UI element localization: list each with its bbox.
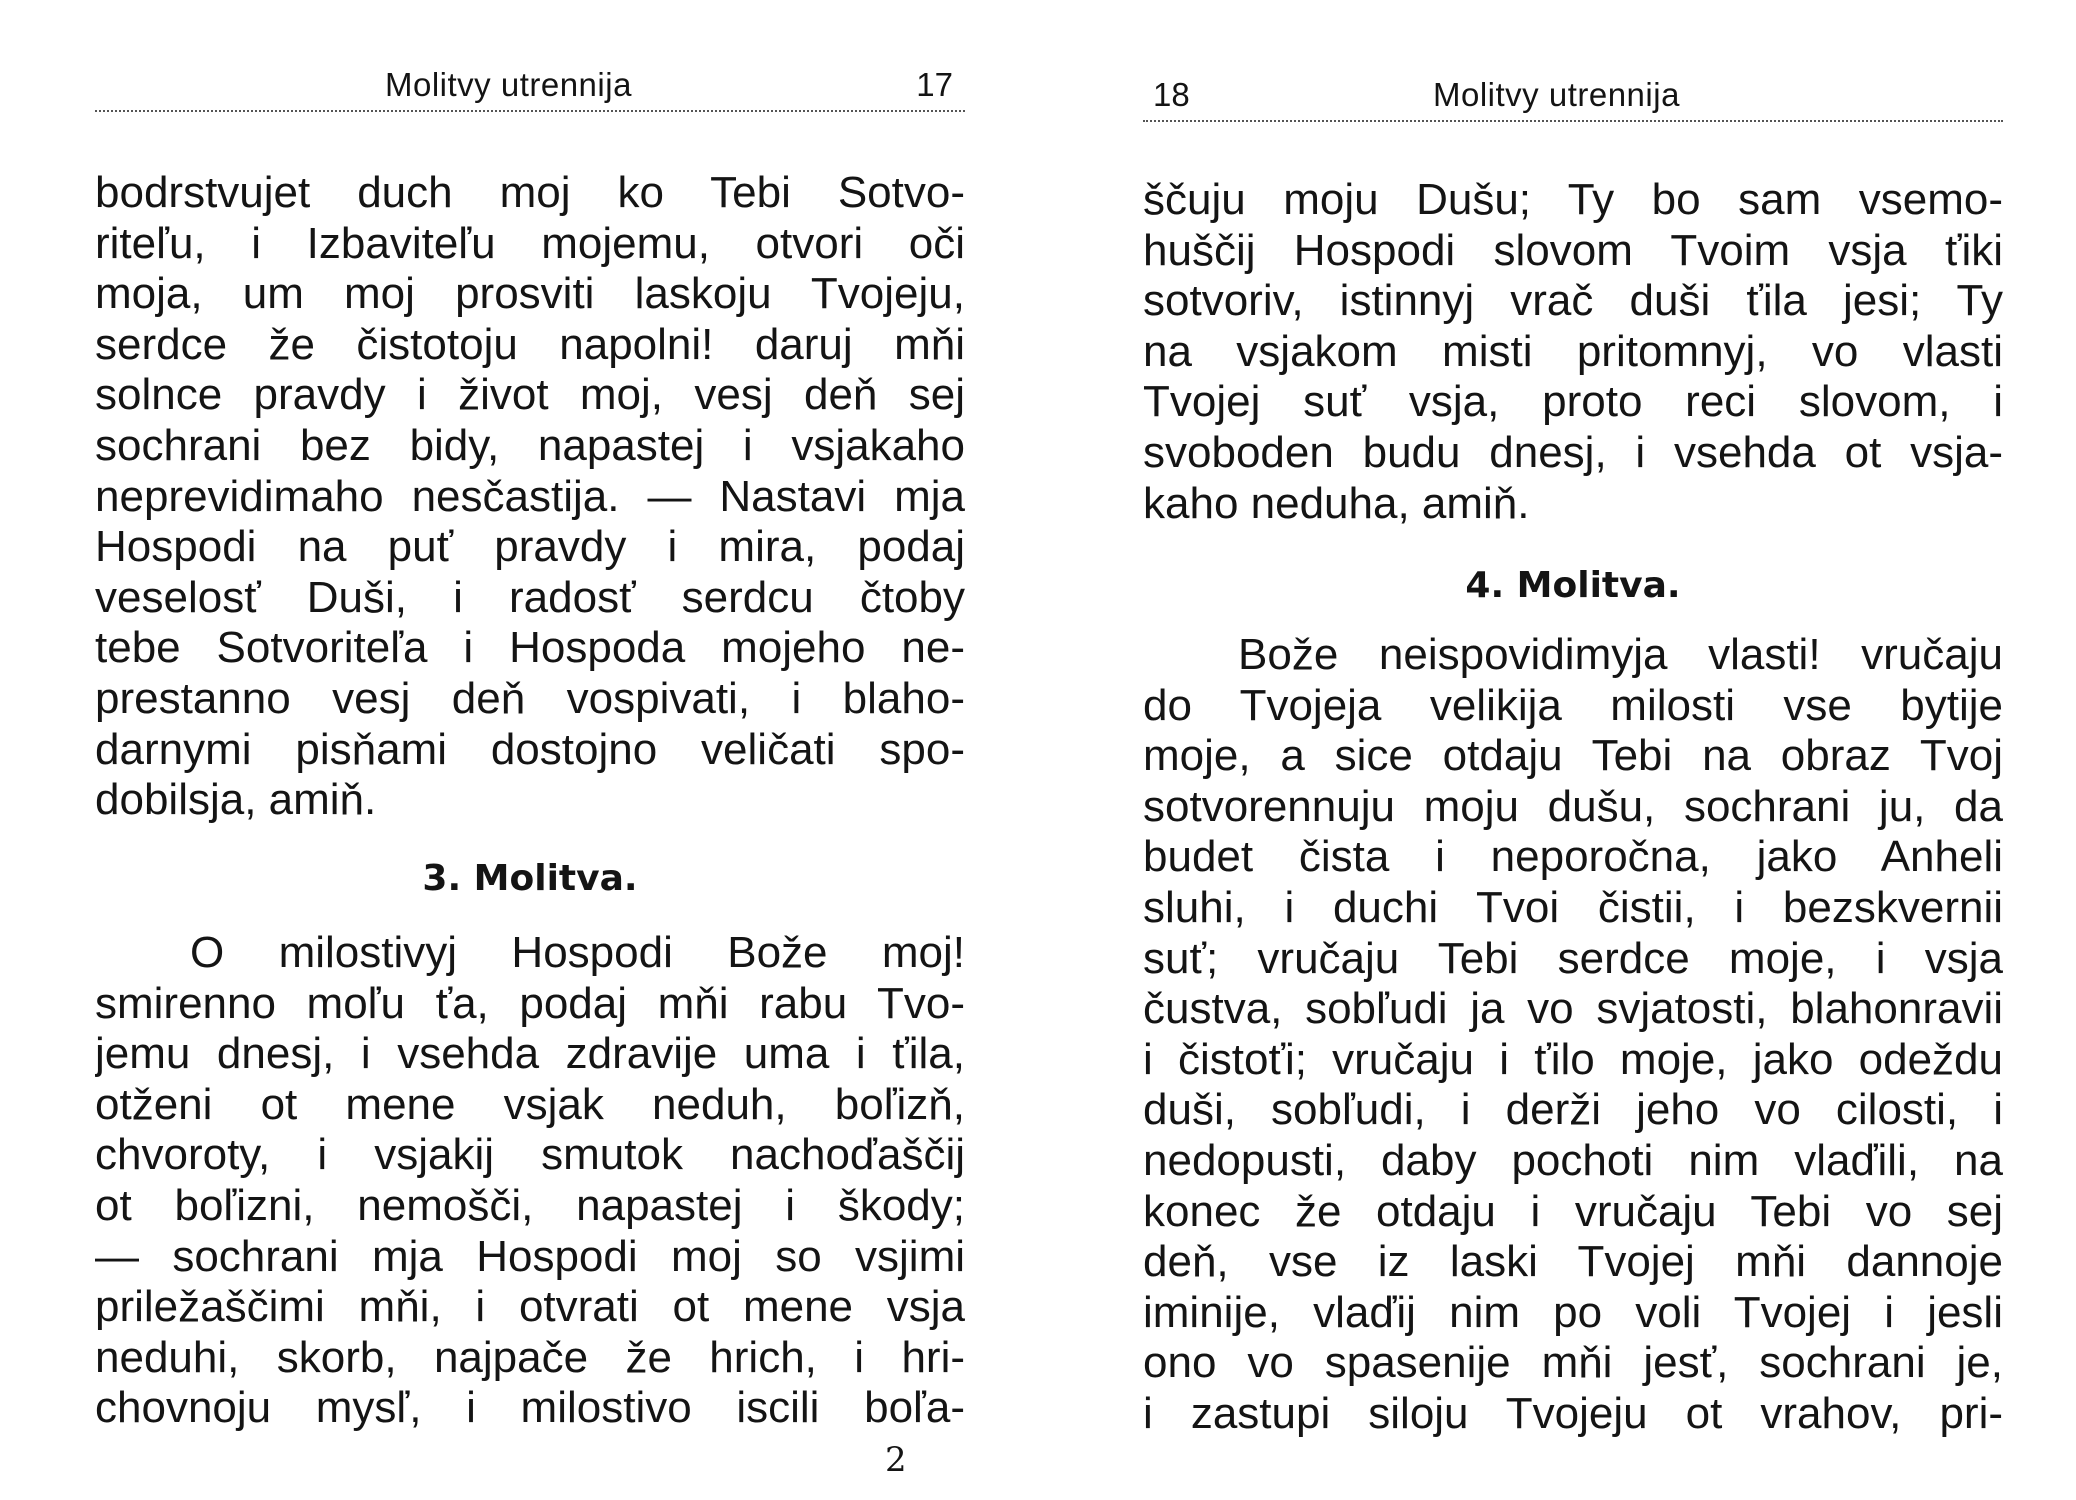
text-line: svoboden budu dnesj, i vsehda ot vsja-: [1143, 427, 2003, 477]
text-line: deň, vse iz laski Tvojej mňi dannoje: [1143, 1237, 2003, 1287]
text-line: nedopusti, daby pochoti nim vlaďili, na: [1143, 1135, 2003, 1185]
left-page: [95, 0, 965, 1500]
left-continued-text: [95, 168, 965, 826]
text-line: tebe Sotvoriteľa i Hospoda mojeho ne-: [95, 623, 965, 673]
text-line: moje, a sice otdaju Tebi na obraz Tvoj: [1143, 731, 2003, 781]
text-line: solnce pravdy i život moj, vesj deň sej: [95, 370, 965, 420]
right-section-text: [1143, 630, 2003, 1440]
right-page-number: 18: [1153, 76, 1190, 113]
left-section-text: [95, 928, 965, 1434]
text-line: otženi ot mene vsjak neduh, boľizň,: [95, 1079, 965, 1129]
text-line: smirenno moľu ťa, podaj mňi rabu Tvo-: [95, 978, 965, 1028]
text-line: — sochrani mja Hospodi moj so vsjimi: [95, 1231, 965, 1281]
left-running-head: [95, 62, 965, 112]
text-line: suť; vručaju Tebi serdce moje, i vsja: [1143, 933, 2003, 983]
text-line: Bože neispovidimyja vlasti! vručaju: [1238, 630, 2003, 679]
text-line: budet čista i neporočna, jako Anheli: [1143, 832, 2003, 882]
text-line: chovnoju mysľ, i milostivo iscili boľa-: [95, 1383, 965, 1433]
section-heading-3: 3. Molitva.: [422, 858, 638, 899]
text-line: neprevidimaho nesčastija. — Nastavi mja: [95, 471, 965, 521]
text-line: prestanno vesj deň vospivati, i blaho-: [95, 673, 965, 723]
text-line: jemu dnesj, i vsehda zdravije uma i ťila,: [95, 1029, 965, 1079]
text-line: sotvorennuju moju dušu, sochrani ju, da: [1143, 781, 2003, 831]
signature-mark: 2: [885, 1440, 907, 1480]
text-line: huščij Hospodi slovom Tvoim vsja ťiki: [1143, 225, 2003, 275]
text-line: sotvoriv, istinnyj vrač duši ťila jesi; Ty: [1143, 276, 2003, 326]
text-line: dobilsja, amiň.: [95, 775, 377, 825]
text-line: neduhi, skorb, najpače že hrich, i hri-: [95, 1332, 965, 1382]
text-line: bodrstvujet duch moj ko Tebi Sotvo-: [95, 168, 965, 217]
text-line: na vsjakom misti pritomnyj, vo vlasti: [1143, 326, 2003, 376]
text-line: O milostivyj Hospodi Bože moj!: [190, 928, 965, 977]
left-running-title: Molitvy utrennija: [385, 66, 632, 103]
text-line: sochrani bez bidy, napastej i vsjakaho: [95, 420, 965, 470]
text-line: Hospodi na puť pravdy i mira, podaj: [95, 522, 965, 572]
right-running-title: Molitvy utrennija: [1433, 76, 1680, 113]
text-line: i čistoťi; vručaju i ťilo moje, jako odeždu: [1143, 1034, 2003, 1084]
left-page-number: 17: [916, 66, 953, 103]
text-line: serdce že čistotoju napolni! daruj mňi: [95, 319, 965, 369]
right-running-head: [1143, 72, 2003, 122]
text-line: sluhi, i duchi Tvoi čistii, i bezskvernii: [1143, 882, 2003, 932]
text-line: ono vo spasenije mňi jesť, sochrani je,: [1143, 1338, 2003, 1388]
text-line: darnymi pisňami dostojno veličati spo-: [95, 724, 965, 774]
text-line: moja, um moj prosviti laskoju Tvojeju,: [95, 269, 965, 319]
right-page: [1143, 0, 2003, 1500]
text-line: priležaščimi mňi, i otvrati ot mene vsja: [95, 1282, 965, 1332]
right-continued-text: [1143, 175, 2003, 529]
text-line: riteľu, i Izbaviteľu mojemu, otvori oči: [95, 218, 965, 268]
text-line: chvoroty, i vsjakij smutok nachoďaščij: [95, 1130, 965, 1180]
text-line: duši, sobľudi, i derži jeho vo cilosti, i: [1143, 1085, 2003, 1135]
text-line: ščuju moju Dušu; Ty bo sam vsemo-: [1143, 175, 2003, 224]
text-line: Tvojej suť vsja, proto reci slovom, i: [1143, 377, 2003, 427]
text-line: čustva, sobľudi ja vo svjatosti, blahonravii: [1143, 984, 2003, 1034]
text-line: i zastupi siloju Tvojeju ot vrahov, pri-: [1143, 1388, 2003, 1438]
text-line: veselosť Duši, i radosť serdcu čtoby: [95, 572, 965, 622]
text-line: iminije, vlaďij nim po voli Tvojej i jesli: [1143, 1287, 2003, 1337]
text-line: konec že otdaju i vručaju Tebi vo sej: [1143, 1186, 2003, 1236]
text-line: ot boľizni, nemošči, napastej i škody;: [95, 1180, 965, 1230]
text-line: kaho neduha, amiň.: [1143, 478, 1530, 528]
text-line: do Tvojeja velikija milosti vse bytije: [1143, 680, 2003, 730]
section-heading-4: 4. Molitva.: [1465, 565, 1681, 606]
